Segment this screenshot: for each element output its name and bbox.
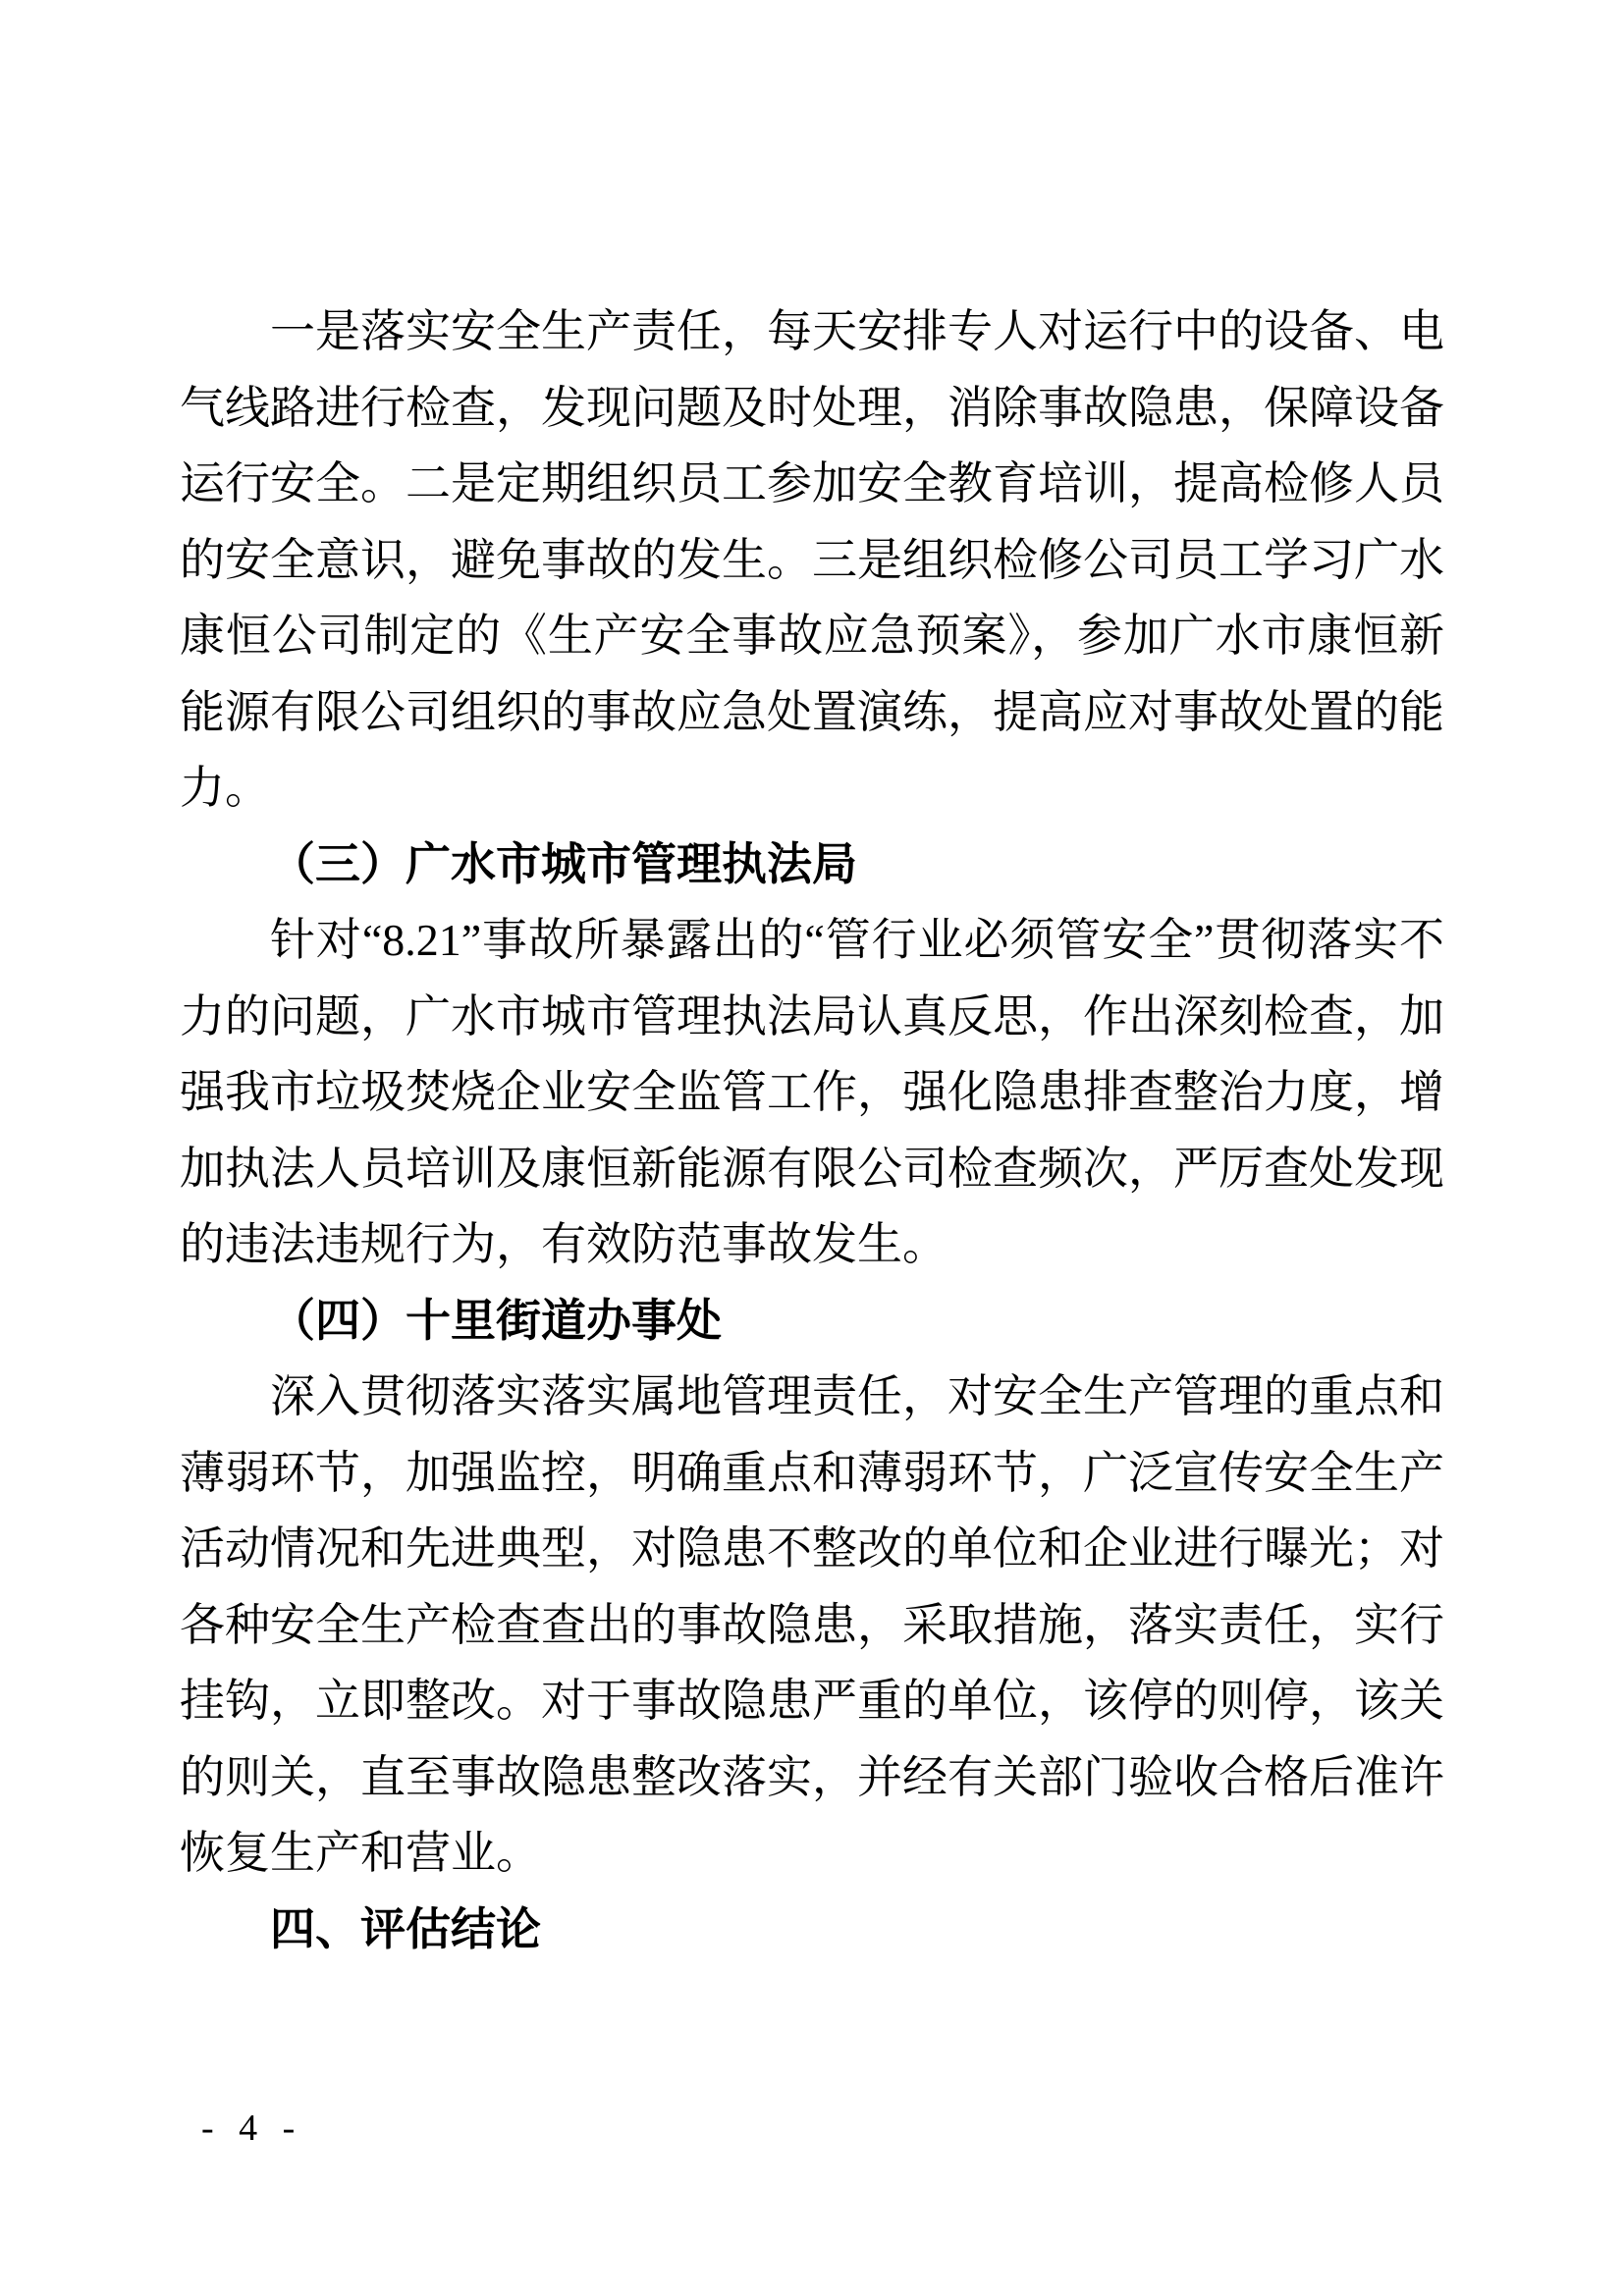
page-number: - 4 - [201, 2108, 303, 2149]
paragraph-city-management-bureau-actions: 针对“8.21”事故所暴露出的“管行业必须管安全”贯彻落实不力的问题，广水市城市管理执法局认真反思，作出深刻检查，加强我市垃圾焚烧企业安全监管工作，强化隐患排查整治力度，增加执法人员培训及康恒新能源有限公司检查频次，严厉查处发现的违法违规行为，有效防范事故发生。 [180, 915, 1444, 1269]
paragraph-shili-subdistrict-actions: 深入贯彻落实落实属地管理责任，对安全生产管理的重点和薄弱环节，加强监控，明确重点和薄弱环节，广泛宣传安全生产活动情况和先进典型，对隐患不整改的单位和企业进行曝光；对各种安全生产检查查出的事故隐患，采取措施，落实责任，实行挂钩，立即整改。对于事故隐患严重的单位，该停的则停，该关的则关，直至事故隐患整改落实，并经有关部门验收合格后准许恢复生产和营业。 [180, 1371, 1444, 1878]
document-body [180, 294, 1444, 1967]
heading-section-evaluation-conclusion: 四、评估结论 [270, 1902, 541, 1954]
heading-section-3-city-management-bureau: （三）广水市城市管理执法局 [270, 838, 857, 889]
heading-section-4-shili-subdistrict-office: （四）十里街道办事处 [270, 1295, 722, 1346]
paragraph-kangheng-safety-measures: 一是落实安全生产责任，每天安排专人对运行中的设备、电气线路进行检查，发现问题及时处理，消除事故隐患，保障设备运行安全。二是定期组织员工参加安全教育培训，提高检修人员的安全意识，避免事故的发生。三是组织检修公司员工学习广水康恒公司制定的《生产安全事故应急预案》，参加广水市康恒新能源有限公司组织的事故应急处置演练，提高应对事故处置的能力。 [180, 306, 1444, 813]
